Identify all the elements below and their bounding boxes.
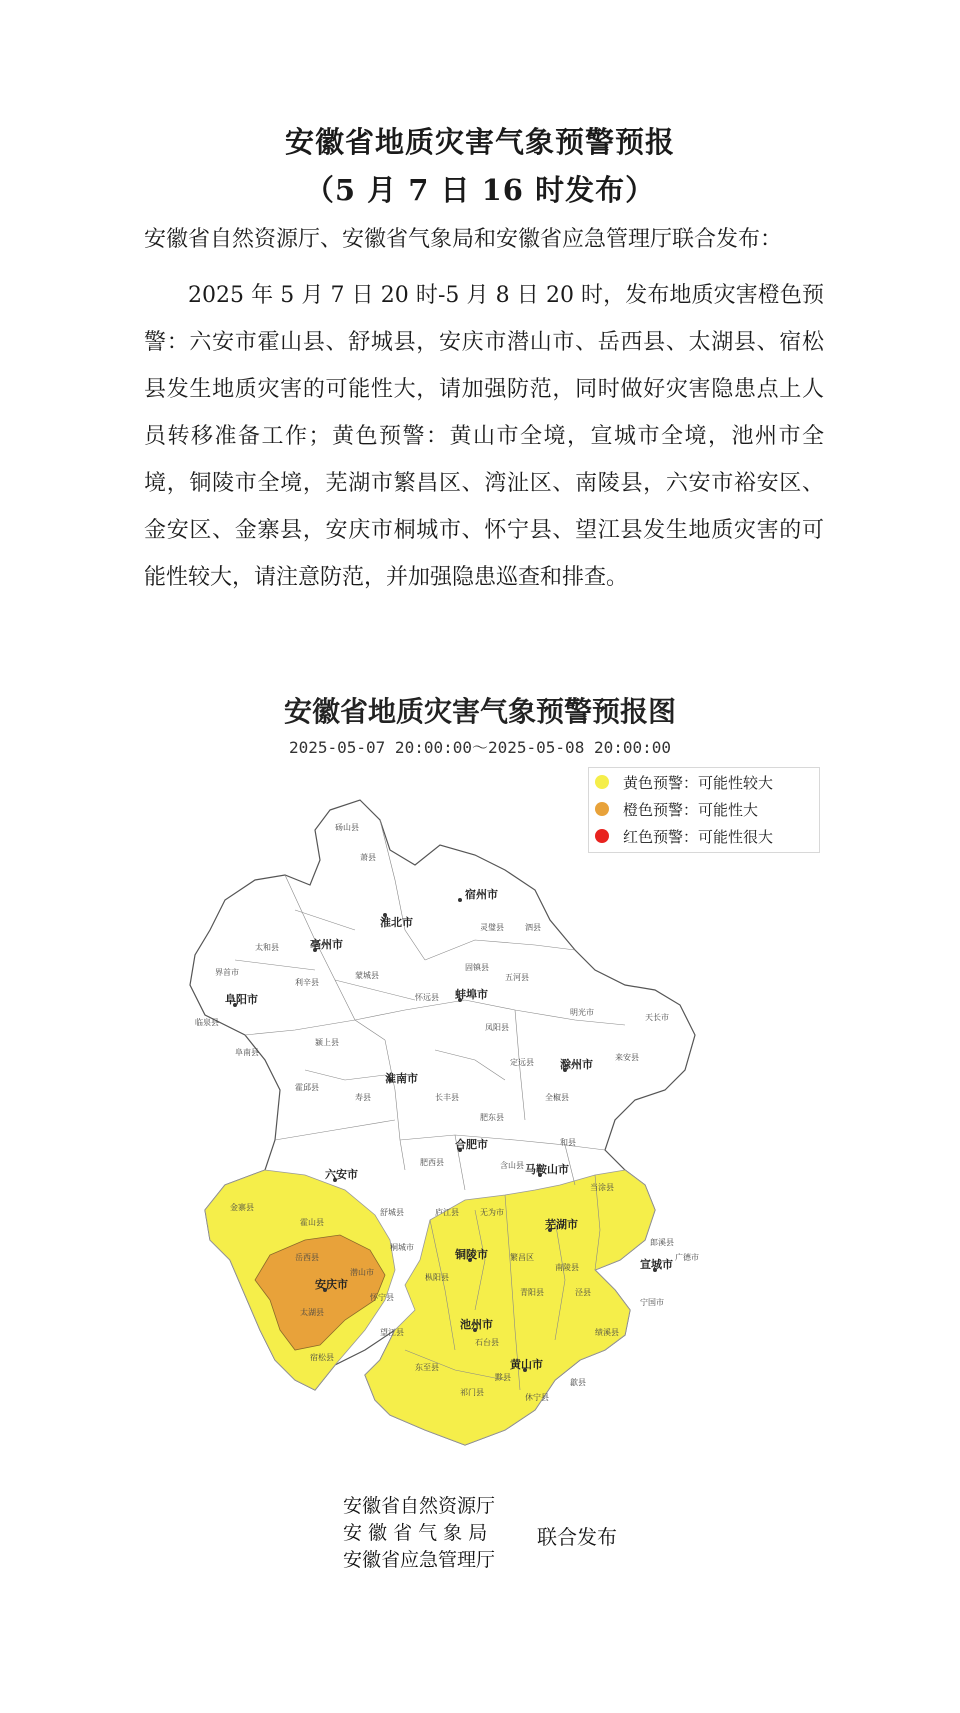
county-dangshan: 砀山县	[335, 823, 359, 832]
document-title: 安徽省地质灾害气象预警预报	[284, 125, 675, 159]
county-jieshou: 界首市	[215, 968, 239, 977]
city-fuyang: 阜阳市	[225, 993, 258, 1006]
county-taihu: 太湖县	[300, 1308, 324, 1317]
city-wuhu: 芜湖市	[545, 1218, 578, 1231]
city-bengbu: 蚌埠市	[455, 988, 488, 1001]
county-sixian: 泗县	[525, 923, 541, 932]
map-time-range: 2025-05-07 20:00:00～2025-05-08 20:00:00	[288, 738, 672, 757]
city-huainan: 淮南市	[385, 1072, 418, 1085]
legend-item-yellow	[589, 769, 819, 795]
orange-dot-icon	[595, 802, 609, 816]
city-hefei: 合肥市	[455, 1138, 488, 1151]
county-jingxian: 泾县	[575, 1288, 591, 1297]
issuer-meteorology: 安 徽 省 气 象 局	[343, 1522, 488, 1544]
county-shouxian: 寿县	[355, 1093, 371, 1102]
legend-item-orange	[589, 796, 819, 822]
county-qianshan: 潜山市	[350, 1268, 374, 1277]
county-hanshan: 含山县	[500, 1161, 524, 1170]
map-legend	[588, 767, 820, 853]
yellow-dot-icon	[595, 775, 609, 789]
city-chuzhou: 滁州市	[560, 1058, 593, 1071]
county-ningguo: 宁国市	[640, 1298, 664, 1307]
county-susong: 宿松县	[310, 1353, 334, 1362]
county-dongzhi: 东至县	[415, 1363, 439, 1372]
county-mingguang: 明光市	[570, 1008, 594, 1017]
county-jixi: 绩溪县	[595, 1328, 619, 1337]
county-taihe: 太和县	[255, 943, 279, 952]
county-lixin: 利辛县	[295, 978, 319, 987]
county-langxi: 郎溪县	[650, 1238, 674, 1247]
county-jinzhai: 金寨县	[230, 1203, 254, 1212]
county-huaiyuan: 怀远县	[415, 993, 439, 1002]
county-shucheng: 舒城县	[380, 1208, 404, 1217]
county-dingyuan: 定远县	[510, 1058, 534, 1067]
county-tongcheng: 桐城市	[390, 1243, 414, 1252]
county-feixi: 肥西县	[420, 1158, 444, 1167]
county-xiaoxian: 萧县	[360, 853, 376, 862]
county-linquan: 临泉县	[195, 1018, 219, 1027]
county-laian: 来安县	[615, 1053, 639, 1062]
legend-item-red	[589, 823, 819, 849]
county-hexian: 和县	[560, 1138, 576, 1147]
issuer-list	[343, 1493, 495, 1574]
county-wangjiang: 望江县	[380, 1328, 404, 1337]
county-lujiang: 庐江县	[435, 1208, 459, 1217]
county-qimen: 祁门县	[460, 1388, 484, 1397]
county-guangde: 广德市	[675, 1253, 699, 1262]
city-suzhou: 宿州市	[465, 888, 498, 901]
county-shitai: 石台县	[475, 1338, 499, 1347]
county-changfeng: 长丰县	[435, 1093, 459, 1102]
map-title: 安徽省地质灾害气象预警预报图	[283, 695, 676, 728]
county-fanchang: 繁昌区	[510, 1253, 534, 1262]
city-xuancheng: 宣城市	[640, 1258, 673, 1271]
issuer-emergency: 安徽省应急管理厅	[343, 1549, 496, 1571]
body-paragraph: 2025 年 5 月 7 日 20 时-5 月 8 日 20 时，发布地质灾害橙色预警：六安市霍山县、舒城县，安庆市潜山市、岳西县、太湖县、宿松县发生地质灾害的可能性大，请加强防范，同时做好灾害隐患点上人员转移准备工作；黄色预警：黄山市全境，宣城市全境，池州市全境，铜陵市全境，芜湖市繁昌区、湾沚区、南陵县，六安市裕安区、金安区、金寨县，安庆市桐城市、怀宁县、望江县发生地质灾害的可能性较大，请注意防范，并加强隐患巡查和排查。	[144, 283, 824, 590]
joint-release: 联合发布	[537, 1525, 617, 1549]
city-huaibei: 淮北市	[380, 916, 413, 929]
city-chizhou: 池州市	[460, 1318, 493, 1331]
county-tianchang: 天长市	[645, 1013, 669, 1022]
map-figure	[175, 790, 815, 1480]
county-feidong: 肥东县	[480, 1113, 504, 1122]
county-yixian: 黟县	[495, 1373, 511, 1382]
county-qingyang: 青阳县	[520, 1288, 544, 1297]
anhui-warning-map	[175, 790, 815, 1480]
city-luan: 六安市	[325, 1168, 358, 1181]
county-dangtu: 当涂县	[590, 1183, 614, 1192]
county-xiuning: 休宁县	[525, 1393, 549, 1402]
document-subtitle: （5 月 7 日 16 时发布）	[304, 173, 656, 207]
legend-label-orange: 橙色预警：可能性大	[623, 800, 759, 819]
county-zongyang: 枞阳县	[425, 1273, 449, 1282]
county-guzhen: 固镇县	[465, 963, 489, 972]
county-wuwei: 无为市	[480, 1208, 504, 1217]
city-huangshan: 黄山市	[510, 1358, 543, 1371]
city-anqing: 安庆市	[315, 1278, 348, 1291]
county-huaining: 怀宁县	[370, 1293, 394, 1302]
county-quanjiao: 全椒县	[545, 1093, 569, 1102]
county-huoqiu: 霍邱县	[295, 1083, 319, 1092]
intro-paragraph: 安徽省自然资源厅、安徽省气象局和安徽省应急管理厅联合发布：	[144, 227, 783, 252]
legend-label-red: 红色预警：可能性很大	[623, 827, 774, 846]
legend-label-yellow: 黄色预警：可能性较大	[623, 773, 774, 792]
county-wuhe: 五河县	[505, 973, 529, 982]
county-yingshang: 颍上县	[315, 1038, 339, 1047]
red-dot-icon	[595, 829, 609, 843]
county-fengyang: 凤阳县	[485, 1023, 509, 1032]
city-tongling: 铜陵市	[455, 1248, 488, 1261]
county-yuexi: 岳西县	[295, 1253, 319, 1262]
county-funan: 阜南县	[235, 1048, 259, 1057]
county-mengcheng: 蒙城县	[355, 971, 379, 980]
issuer-natural-resources: 安徽省自然资源厅	[343, 1495, 496, 1517]
city-bozhou: 亳州市	[310, 938, 343, 951]
county-lingbi: 灵璧县	[480, 923, 504, 932]
county-shexian: 歙县	[570, 1378, 586, 1387]
county-nanling: 南陵县	[555, 1263, 579, 1272]
county-huoshan: 霍山县	[300, 1218, 324, 1227]
city-maanshan: 马鞍山市	[525, 1163, 569, 1176]
